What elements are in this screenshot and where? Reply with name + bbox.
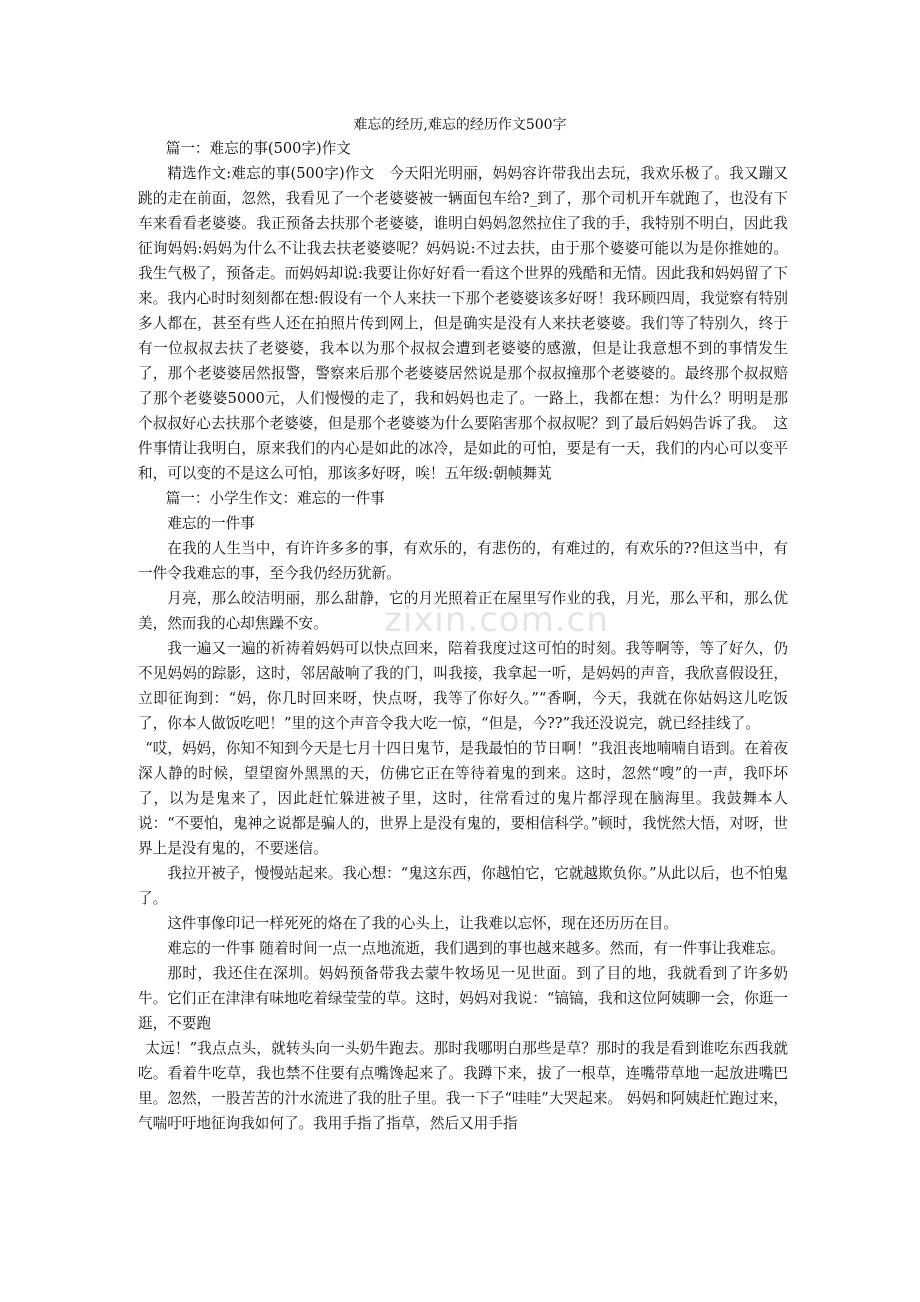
paragraph-3: 月亮，那么皎洁明丽，那么甜静，它的月光照着正在屋里写作业的我，月光，那么平和，那么优美，然而我的心却焦躁不安。 <box>138 590 788 632</box>
paragraph-2: 在我的人生当中，有许许多多的事，有欢乐的，有悲伤的，有难过的，有欢乐的??但这当中，有一件令我难忘的事，至今我仍经历犹新。 <box>138 540 788 582</box>
watermark: zixin.com.cn <box>384 600 609 640</box>
paragraph-6: 我拉开被子，慢慢站起来。我心想：“鬼这东西，你越怕它，它就越欺负你。”从此以后，也不怕鬼了。 <box>138 865 788 907</box>
paragraph-4: 我一遍又一遍的祈祷着妈妈可以快点回来，陪着我度过这可怕的时刻。我等啊等，等了好久，仍不见妈妈的踪影，这时，邻居敲响了我的门，叫我接，我拿起一听，是妈妈的声音，我欣喜假设狂，立即征询到：“妈，你几时回来呀，快点呀，我等了你好久。”“香啊，今天，我就在你姑妈这儿吃饭了，你本人做饭吃吧！”里的这个声音令我大吃一惊，“但是，今??”我还没说完，就已经挂线了。 <box>138 640 788 732</box>
paragraph-7: 这件事像印记一样死死的烙在了我的心头上，让我难以忘怀，现在还历历在目。 <box>167 915 678 932</box>
subheading: 难忘的一件事 <box>167 515 255 532</box>
paragraph-9: 那时，我还住在深圳。妈妈预备带我去蒙牛牧场见一见世面。到了目的地，我就看到了许多奶牛。它们正在津津有味地吃着绿莹莹的草。这时，妈妈对我说：“镐镐，我和这位阿姨聊一会，你逛一逛，不要跑 <box>138 965 788 1032</box>
paragraph-1: 精选作文:难忘的事(500字)作文 今天阳光明丽，妈妈容许带我出去玩，我欢乐极了。我又蹦又跳的走在前面，忽然，我看见了一个老婆婆被一辆面包车给?_到了，那个司机开车就跑了，也没有下车来看看老婆婆。我正预备去扶那个老婆婆，谁明白妈妈忽然拉住了我的手，我特别不明白，因此我征询妈妈:妈妈为什么不让我去扶老婆婆呢？妈妈说:不过去扶，由于那个婆婆可能以为是你推她的。我生气极了，预备走。而妈妈却说:我要让你好好看一看这个世界的残酷和无情。因此我和妈妈留了下来。我内心时时刻刻都在想:假设有一个人来扶一下那个老婆婆该多好呀！我环顾四周，我觉察有特别多人都在，甚至有些人还在拍照片传到网上，但是确实是没有人来扶老婆婆。我们等了特别久，终于有一位叔叔去扶了老婆婆，我本以为那个叔叔会遭到老婆婆的感激，但是让我意想不到的事情发生了，那个老婆婆居然报警，警察来后那个老婆婆居然说是那个叔叔撞那个老婆婆的。最终那个叔叔赔了那个老婆婆5000元，人们慢慢的走了，我和妈妈也走了。一路上，我都在想：为什么？明明是那个叔叔好心去扶那个老婆婆，但是那个老婆婆为什么要陷害那个叔叔呢？到了最后妈妈告诉了我。 这件事情让我明白，原来我们的内心是如此的冰冷，是如此的可怕，要是有一天，我们的内心可以变平和，可以变的不是这么可怕，那该多好呀，唉！五年级:朝帧舞芄 <box>138 165 788 482</box>
section-heading-2: 篇一：小学生作文：难忘的一件事 <box>165 490 385 507</box>
section-heading-1: 篇一：难忘的事(500字)作文 <box>165 140 351 157</box>
paragraph-8: 难忘的一件事 随着时间一点一点地流逝，我们遇到的事也越来越多。然而，有一件事让我难忘。 <box>167 940 785 957</box>
paragraph-5: “哎，妈妈，你知不知到今天是七月十四日鬼节，是我最怕的节日啊！”我沮丧地喃喃自语到。在着夜深人静的时候，望望窗外黑黑的天，仿佛它正在等待着鬼的到来。这时，忽然“嗖”的一声，我吓坏了，以为是鬼来了，因此赶忙躲进被子里，这时，往常看过的鬼片都浮现在脑海里。我鼓舞本人说：“不要怕，鬼神之说都是骗人的，世界上是没有鬼的，要相信科学。”顿时，我恍然大悟，对呀，世界上是没有鬼的，不要迷信。 <box>138 740 788 857</box>
page-title: 难忘的经历,难忘的经历作文500字 <box>353 117 567 133</box>
paragraph-10: 太远！”我点点头，就转头向一头奶牛跑去。那时我哪明白那些是草？那时的我是看到谁吃东西我就吃。看着牛吃草，我也禁不住要有点嘴馋起来了。我蹲下来，拔了一根草，连嘴带草地一起放进嘴巴里。忽然，一股苦苦的汁水流进了我的肚子里。我一下子“哇哇”大哭起来。 妈妈和阿姨赶忙跑过来，气喘吁吁地征询我如何了。我用手指了指草，然后又用手指 <box>138 1040 788 1132</box>
article-body <box>138 136 788 1136</box>
